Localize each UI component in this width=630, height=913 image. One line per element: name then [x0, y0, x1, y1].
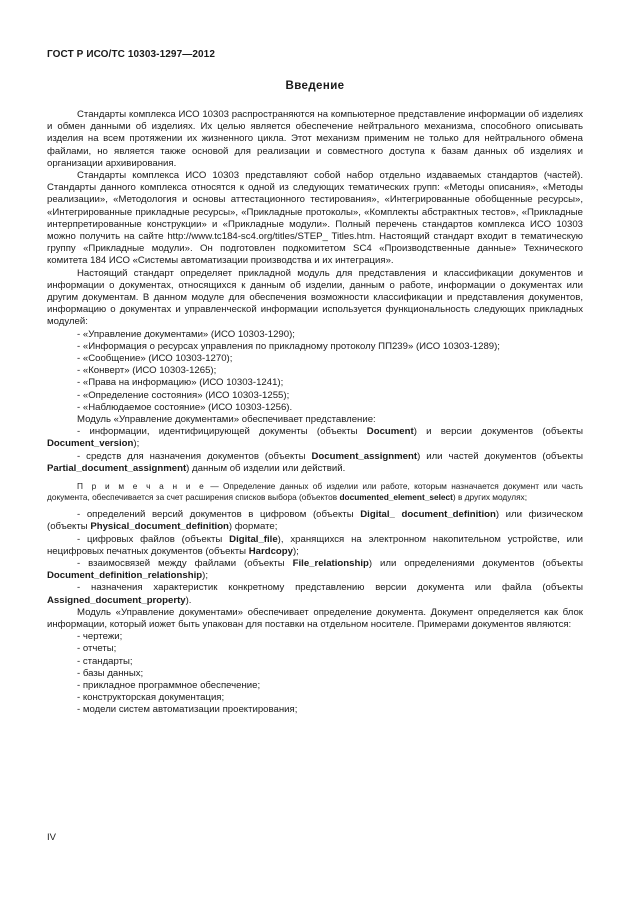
paragraph-2: Стандарты комплекса ИСО 10303 представляют собой набор отдельно издаваемых стандартов (частей). Стандарты данного комплекса относятся к одной из следующих тематических групп: «Методы описания», «Методы реализации», «Методология и основы аттестационного тестирования», «Интегрированные обобщенные ресурсы», «Интегрированные прикладные ресурсы», «Прикладные протоколы», «Комплекты абстрактных тестов», «Прикладные интерпретированные конструкции» и «Прикладные модули». Полный перечень стандартов комплекса ИСО 10303 можно получить на сайте http://www.tc184-sc4.org/titles/STEP_ Titles.htm. Настоящий стандарт входит в тематическую группу «Прикладные модули». Он подготовлен подкомитетом SC4 «Производственные данные» Технического комитета 184 ИСО «Системы автоматизации производства и их интеграция».: [47, 170, 583, 267]
list-item: - «Наблюдаемое состояние» (ИСО 10303-1256).: [77, 401, 293, 413]
list-item-assignment: - средств для назначения документов (объекты Document_assignment) или частей документов (объекты Partial_document_assignment) данным об изделии или действий.: [47, 450, 584, 474]
list-item: - базы данных;: [77, 667, 144, 679]
module-list: [47, 329, 583, 414]
paragraph-4: Модуль «Управление документами» обеспечивает представление:: [77, 414, 376, 426]
paragraph-1: Стандарты комплекса ИСО 10303 распространяются на компьютерное представление информации об изделиях и обмен данными об изделиях. Их целью является обеспечение нейтрального механизма, способного описывать изделия на всем протяжении их жизненного цикла. Этот механизм применим не только для нейтрального обмена файлами, но является также основой для реализации и совместного доступа к базам данных об изделиях и организации архивирования.: [47, 109, 583, 169]
note-block: П р и м е ч а н и е — Определение данных об изделии или работе, которым назначается документ или часть документа, обеспечивается за счет расширения списков выбора (объектов documented_element_select) в других модулях;: [47, 481, 583, 503]
list-item-definitions: - определений версий документов в цифровом (объекты Digital_ document_definition) или физическом (объекты Physical_document_definition) формате;: [47, 509, 583, 533]
page-number: IV: [47, 832, 56, 843]
list-item: - стандарты;: [77, 655, 133, 667]
paragraph-3: Настоящий стандарт определяет прикладной модуль для представления и классификации документов и информации о документах, относящихся к данным об изделии, данным о работе, информации о документах или другим документам. В данном модуле для обеспечения возможности классификации и представления документов, информацию о документах и управленческой информации используется функциональность следующих прикладных модулей:: [47, 267, 583, 328]
document-body: [47, 109, 583, 717]
section-title: Введение: [285, 80, 345, 92]
list-item: - отчеты;: [77, 643, 117, 655]
paragraph-5: Модуль «Управление документами» обеспечивает определение документа. Документ определяется как блок информации, который иожет быть упакован для поставки на отдельном носителе. Примерами документов являются:: [47, 606, 583, 630]
list-item: - «Управление документами» (ИСО 10303-1290);: [77, 328, 295, 340]
list-item-files: - цифровых файлов (объекты Digital_file), хранящихся на электронном накопительном устройстве, или нецифровых печатных документов (объекты Hardcopy);: [47, 533, 583, 557]
list-item: - чертежи;: [77, 631, 123, 643]
list-item: - «Конверт» (ИСО 10303-1265);: [77, 365, 217, 377]
list-item: - «Права на информацию» (ИСО 10303-1241);: [77, 377, 284, 389]
list-item: - прикладное программное обеспечение;: [77, 679, 261, 691]
list-item-relationships: - взаимосвязей между файлами (объекты File_relationship) или определениями документов (объекты Document_definition_relationship);: [47, 557, 583, 582]
list-item-documents: - информации, идентифицирующей документы (объекты Document) и версии документов (объекты Document_version);: [47, 426, 583, 450]
examples-list: [47, 631, 583, 716]
list-item: - «Сообщение» (ИСО 10303-1270);: [77, 353, 233, 365]
document-header: ГОСТ Р ИСО/ТС 10303-1297—2012: [47, 49, 215, 60]
list-item: - конструкторская документация;: [77, 692, 225, 704]
list-item: - «Определение состояния» (ИСО 10303-1255);: [77, 389, 290, 401]
list-item: - «Информация о ресурсах управления по прикладному протоколу ПП239» (ИСО 10303-1289);: [77, 340, 500, 352]
list-item-properties: - назначения характеристик конкретному представлению версии документа или файла (объекты Assigned_document_property).: [47, 582, 583, 606]
list-item: - модели систем автоматизации проектирования;: [77, 704, 298, 716]
